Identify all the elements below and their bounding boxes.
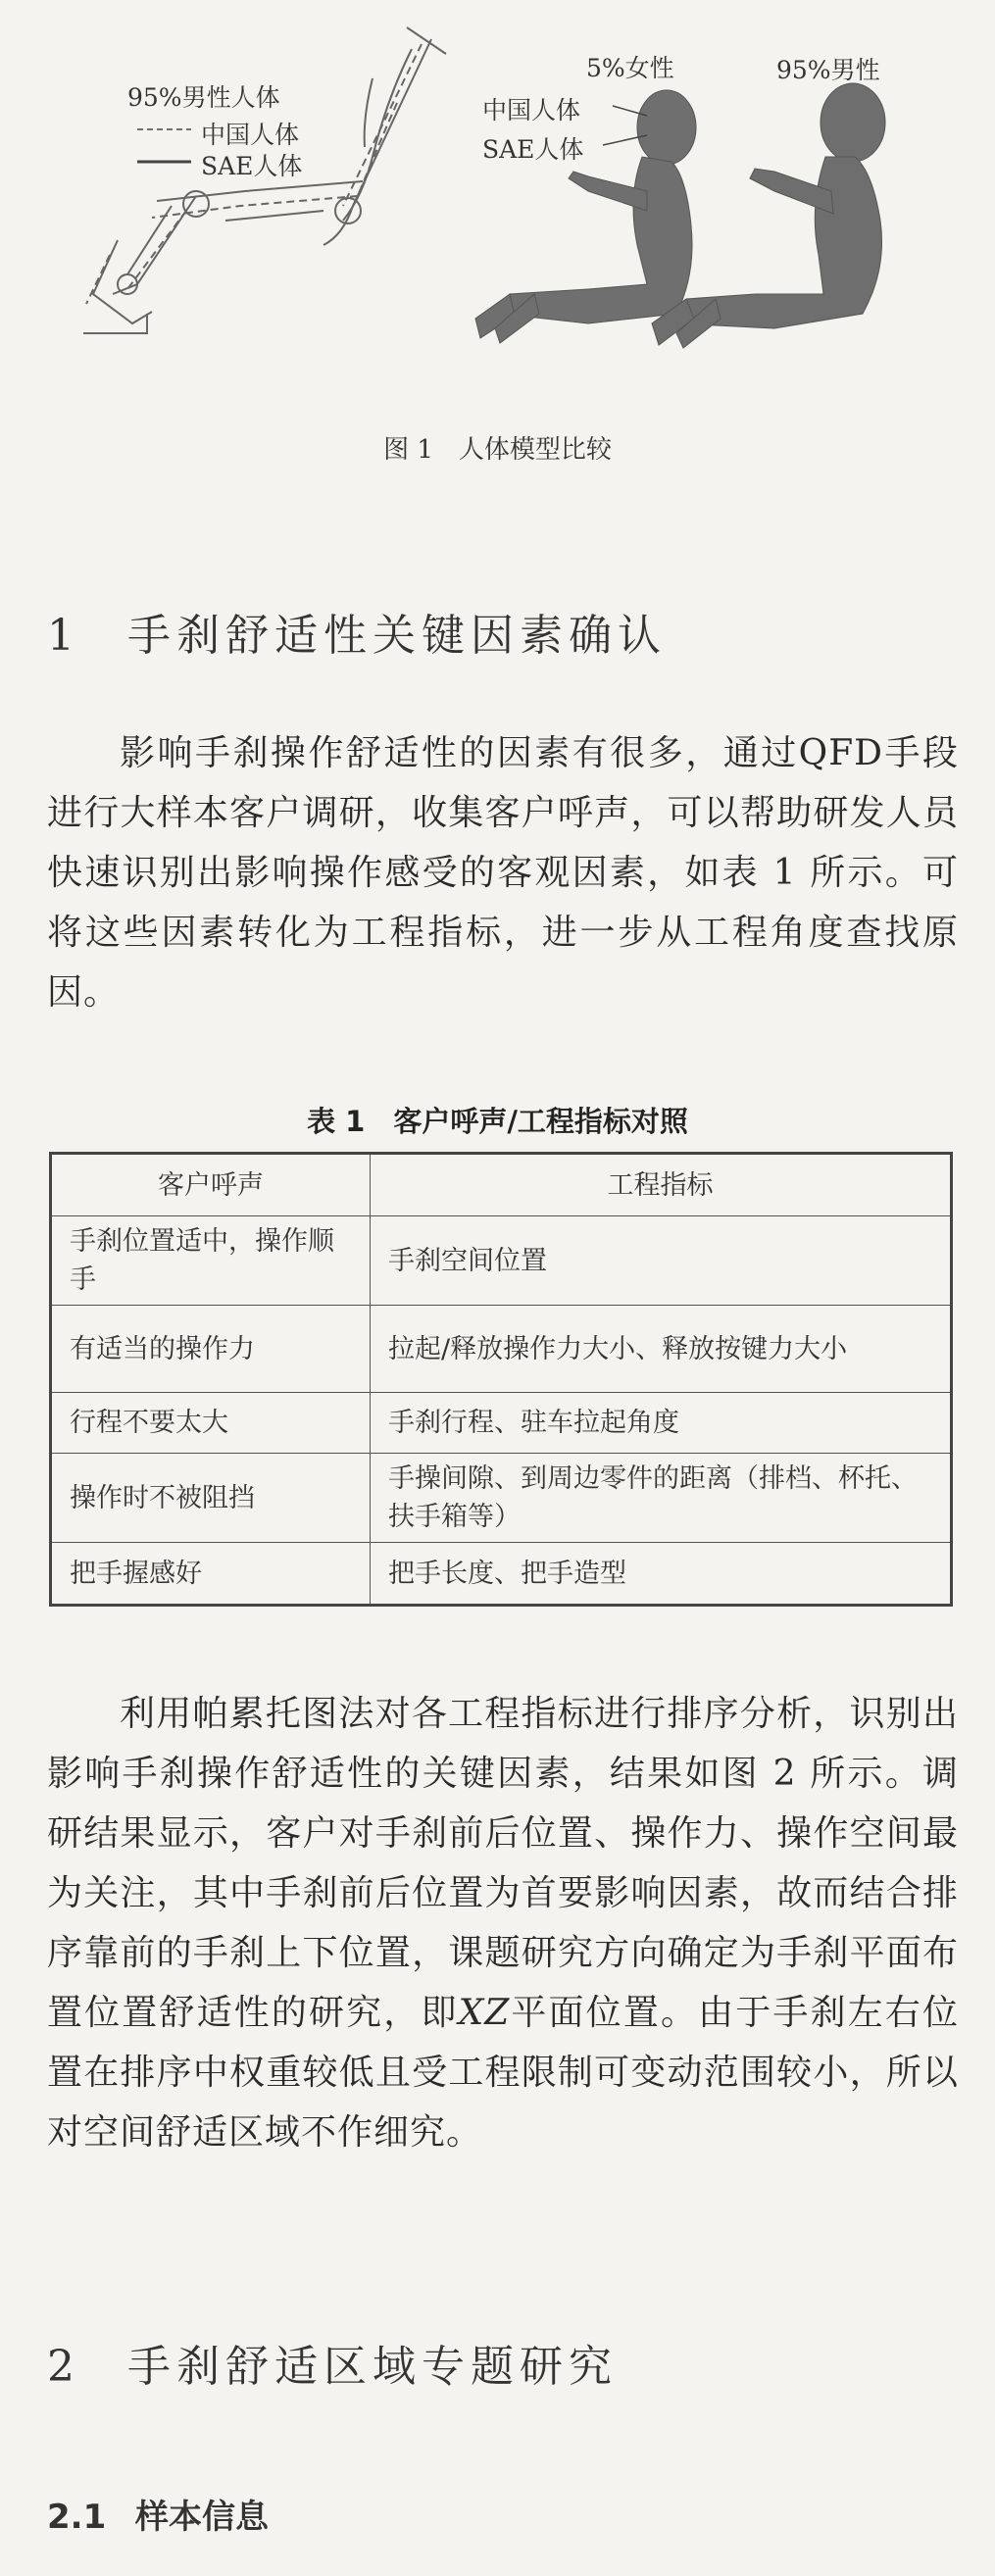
label-5pct-female: 5%女性: [586, 54, 674, 82]
figure-1: [0, 0, 995, 382]
table-row: [51, 1306, 952, 1393]
section-2-number: 2: [47, 2342, 80, 2392]
subsection-2-1-title: 样本信息: [135, 2498, 269, 2537]
subsection-2-1-number: 2.1: [47, 2498, 107, 2537]
paragraph-2: [47, 1684, 959, 2162]
table-row: [51, 1543, 952, 1606]
table-cell-voice: 操作时不被阻挡: [51, 1454, 371, 1543]
label-sae-body: SAE人体: [482, 135, 584, 164]
table-1-title: 表 1 客户呼声/工程指标对照: [307, 1105, 688, 1138]
paragraph-2-plane-label: XZ: [458, 1993, 511, 2033]
table-cell-voice: 把手握感好: [51, 1543, 371, 1606]
section-1-heading: [47, 600, 667, 663]
female-silhouette: [475, 90, 696, 343]
table-row: [51, 1216, 952, 1306]
label-95pct-male: 95%男性: [776, 56, 880, 84]
paragraph-1: 影响手刹操作舒适性的因素有很多，通过QFD手段进行大样本客户调研，收集客户呼声，可以帮助研发人员快速识别出影响操作感受的客观因素，如表 1 所示。可将这些因素转化为工程指标，进一步从工程角度查找原因。: [47, 733, 959, 1013]
table-1: [49, 1152, 953, 1607]
table-header-metric: 工程指标: [371, 1154, 952, 1216]
table-cell-metric: 手刹行程、驻车拉起角度: [371, 1393, 952, 1454]
table-cell-metric: 拉起/释放操作力大小、释放按键力大小: [371, 1306, 952, 1393]
table-cell-metric: 把手长度、把手造型: [371, 1543, 952, 1606]
legend-sae: SAE人体: [201, 152, 303, 180]
figure-1-caption: 图 1 人体模型比较: [383, 435, 612, 465]
subsection-2-1-heading: [47, 2490, 269, 2538]
section-2-heading: [47, 2331, 618, 2394]
section-1-title: 手刹舒适性关键因素确认: [127, 611, 667, 661]
paragraph-2-part-2: 平面位置。由于手刹左右位置在排序中权重较低且受工程限制可变动范围较小，所以对空间舒适区域不作细究。: [47, 1993, 959, 2153]
table-row: [51, 1454, 952, 1543]
table-header-row: [51, 1154, 952, 1216]
table-cell-voice: 手刹位置适中，操作顺手: [51, 1216, 371, 1306]
section-1-number: 1: [47, 611, 80, 661]
table-header-voice: 客户呼声: [51, 1154, 371, 1216]
legend-title: 95%男性人体: [127, 83, 280, 112]
section-2-title: 手刹舒适区域专题研究: [127, 2342, 618, 2392]
paragraph-2-part-1: 利用帕累托图法对各工程指标进行排序分析，识别出影响手刹操作舒适性的关键因素，结果如图 2 所示。调研结果显示，客户对手刹前后位置、操作力、操作空间最为关注，其中手刹前后位置为首要影响因素，故而结合排序靠前的手刹上下位置，课题研究方向确定为手刹平面布置位置舒适性的研究，即: [47, 1694, 959, 2033]
table-cell-voice: 有适当的操作力: [51, 1306, 371, 1393]
table-cell-metric: 手操间隙、到周边零件的距离（排档、杯托、扶手箱等）: [371, 1454, 952, 1543]
table-cell-metric: 手刹空间位置: [371, 1216, 952, 1306]
table-row: [51, 1393, 952, 1454]
table-cell-voice: 行程不要太大: [51, 1393, 371, 1454]
legend-china: 中国人体: [201, 121, 300, 149]
label-china-body: 中国人体: [482, 96, 581, 124]
